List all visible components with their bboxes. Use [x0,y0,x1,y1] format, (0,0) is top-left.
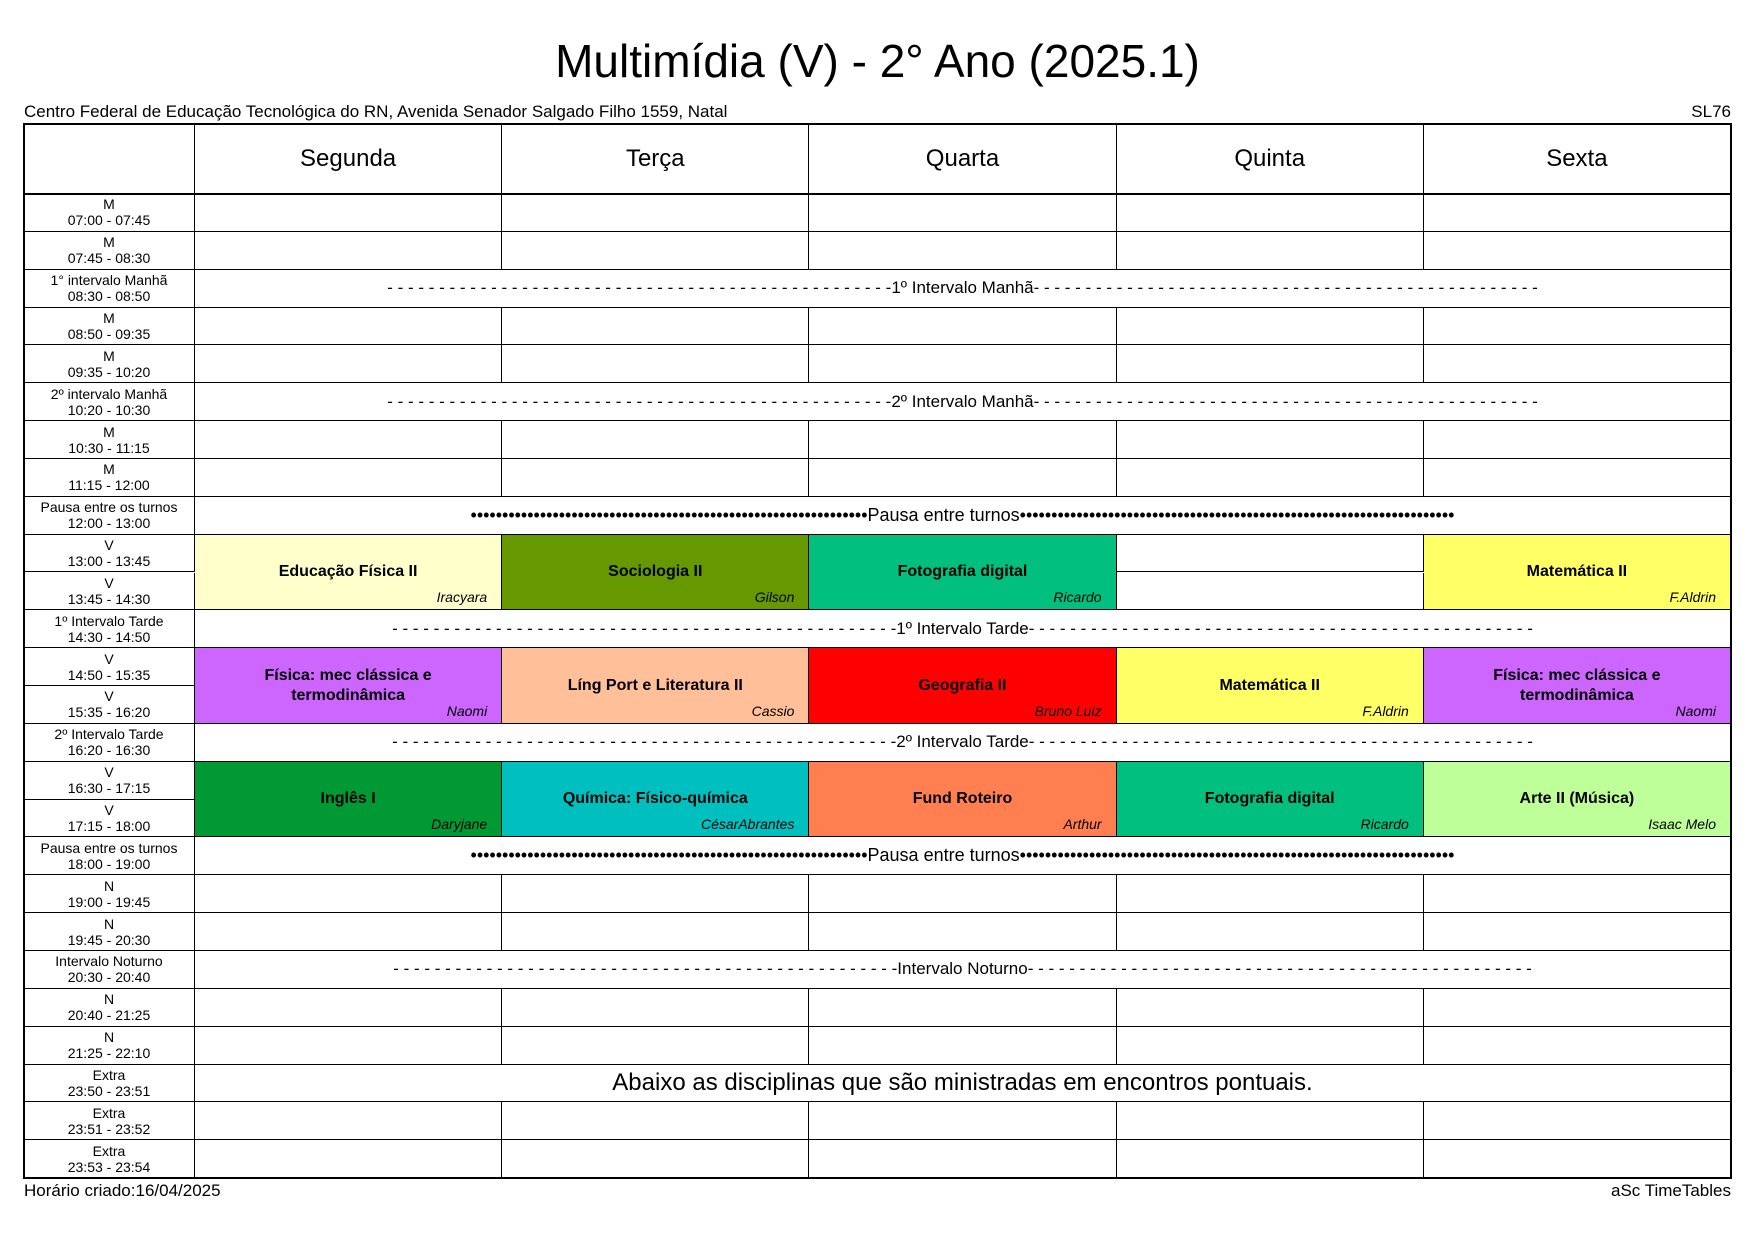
empty-slot[interactable] [195,989,502,1027]
empty-slot[interactable] [502,194,809,232]
empty-slot[interactable] [195,308,502,346]
time-slot [24,1140,195,1178]
empty-slot[interactable] [1117,989,1424,1027]
time-slot [24,1102,195,1140]
slot-label: Pausa entre os turnos [40,839,178,856]
empty-slot[interactable] [195,913,502,951]
slot-label: Extra [92,1142,126,1159]
empty-slot[interactable] [1424,345,1731,383]
slot-label: V [104,688,114,705]
day-header: Segunda [195,124,502,194]
empty-slot[interactable] [195,421,502,459]
slot-label: Extra [92,1104,126,1121]
lesson-teacher: Daryjane [431,816,488,833]
lesson-card[interactable] [1117,648,1424,724]
break-label: Pausa entre turnos [867,504,1020,525]
slot-label: 2º intervalo Manhã [50,385,168,402]
slot-label: V [104,650,114,667]
slot-time: 15:35 - 16:20 [67,704,151,721]
empty-slot[interactable] [809,913,1116,951]
lesson-teacher: Arthur [1063,816,1102,833]
day-header: Quarta [809,124,1116,194]
empty-slot[interactable] [1117,573,1424,611]
empty-slot[interactable] [809,989,1116,1027]
slot-time: 13:00 - 13:45 [67,553,151,570]
time-slot [24,194,195,232]
empty-slot[interactable] [502,913,809,951]
empty-slot[interactable] [1424,913,1731,951]
slot-label: N [103,877,115,894]
time-slot [24,686,195,724]
empty-slot[interactable] [1424,232,1731,270]
lesson-teacher: F.Aldrin [1669,589,1716,606]
empty-slot[interactable] [809,1140,1116,1178]
time-slot [24,724,195,762]
slot-label: M [103,196,115,213]
slot-label: M [103,347,115,364]
empty-slot[interactable] [809,194,1116,232]
lesson-subject: Educação Física II [278,562,418,580]
empty-slot[interactable] [1117,875,1424,913]
slot-time: 23:53 - 23:54 [67,1158,151,1175]
lesson-card[interactable] [1424,535,1731,611]
lesson-card[interactable] [502,648,809,724]
time-slot [24,535,195,573]
lesson-teacher: Naomi [446,702,488,719]
empty-slot[interactable] [195,1140,502,1178]
break-band: - - - - - - - - - - - - - - - - - - - - - - - - - - - - - - - - - - - - - - - - - - - - - - - - - 1º Intervalo Tarde - - - - - - - - - - - - - - - - - - - - - - - - - - - - - - - - - - - - - - - - - - - - - - - - - [195,610,1731,648]
empty-slot[interactable] [809,875,1116,913]
break-label: 1º Intervalo Manhã [891,278,1034,298]
slot-time: 08:30 - 08:50 [67,288,151,305]
time-slot [24,270,195,308]
empty-slot[interactable] [1424,1027,1731,1065]
empty-slot[interactable] [195,1102,502,1140]
slot-time: 17:15 - 18:00 [67,818,151,835]
time-slot [24,1027,195,1065]
slot-label: 1° intervalo Manhã [50,272,168,289]
empty-slot[interactable] [195,194,502,232]
lesson-teacher: Bruno Luiz [1034,702,1102,719]
slot-time: 18:00 - 19:00 [67,855,151,872]
slot-label: M [103,461,115,478]
break-label: Pausa entre turnos [867,845,1020,866]
empty-slot[interactable] [1117,1140,1424,1178]
time-slot [24,648,195,686]
time-slot [24,951,195,989]
time-slot [24,459,195,497]
slot-label: N [103,915,115,932]
room-code: SL76 [1691,102,1731,121]
break-band [195,1065,1731,1103]
empty-slot[interactable] [1424,421,1731,459]
slot-time: 14:30 - 14:50 [67,628,151,645]
lesson-subject: Arte II (Música) [1519,790,1635,808]
slot-label: N [103,1029,115,1046]
institution-address: Centro Federal de Educação Tecnológica do RN, Avenida Senador Salgado Filho 1559, Natal [24,102,728,121]
empty-slot[interactable] [1424,194,1731,232]
lesson-card[interactable] [195,648,502,724]
lesson-subject: Matemática II [1219,676,1320,694]
time-slot [24,497,195,535]
lesson-subject: Física: mec clássica e termodinâmica [1493,666,1661,704]
time-slot [24,610,195,648]
lesson-subject: Fotografia digital [897,562,1028,580]
slot-time: 07:45 - 08:30 [67,250,151,267]
slot-label: Pausa entre os turnos [40,499,178,516]
lesson-subject: Fotografia digital [1204,790,1335,808]
empty-slot[interactable] [1117,345,1424,383]
slot-time: 16:20 - 16:30 [67,742,151,759]
empty-slot[interactable] [1117,194,1424,232]
time-slot [24,573,195,611]
lesson-subject: Matemática II [1526,562,1628,580]
empty-slot[interactable] [1117,308,1424,346]
slot-time: 21:25 - 22:10 [67,1045,151,1062]
break-band: - - - - - - - - - - - - - - - - - - - - - - - - - - - - - - - - - - - - - - - - - - - - - - - - - Intervalo Noturno - - - - - - - - - - - - - - - - - - - - - - - - - - - - - - - - - - - - - - - - - - - - - - - - - [195,951,1731,989]
lesson-teacher: Gilson [754,589,795,606]
slot-time: 19:45 - 20:30 [67,931,151,948]
empty-slot[interactable] [502,1140,809,1178]
empty-slot[interactable] [809,459,1116,497]
corner-cell [24,124,195,194]
empty-slot[interactable] [1117,421,1424,459]
break-label: 1º Intervalo Tarde [896,618,1029,638]
lesson-subject: Química: Físico-química [562,790,748,808]
time-slot [24,383,195,421]
software-credit: aSc TimeTables [1611,1181,1731,1200]
page-title: Multimídia (V) - 2° Ano (2025.1) [555,35,1200,87]
slot-time: 20:40 - 21:25 [67,1007,151,1024]
lesson-subject: Inglês I [320,790,376,808]
slot-label: N [103,991,115,1008]
created-date: Horário criado:16/04/2025 [24,1181,221,1200]
lesson-teacher: Naomi [1675,702,1716,719]
slot-label: V [104,574,114,591]
lesson-teacher: CésarAbrantes [700,816,795,833]
slot-time: 09:35 - 10:20 [67,363,151,380]
slot-label: 1º Intervalo Tarde [54,612,164,629]
slot-time: 08:50 - 09:35 [67,325,151,342]
time-slot [24,762,195,800]
header-separator [24,193,1731,195]
break-band: - - - - - - - - - - - - - - - - - - - - - - - - - - - - - - - - - - - - - - - - - - - - - - - - - 2º Intervalo Manhã - - - - - - - - - - - - - - - - - - - - - - - - - - - - - - - - - - - - - - - - - - - - - - - - - [195,383,1731,421]
empty-slot[interactable] [809,421,1116,459]
empty-slot[interactable] [502,459,809,497]
empty-slot[interactable] [1424,1102,1731,1140]
time-slot [24,837,195,875]
lesson-subject: Sociologia II [608,562,703,580]
time-slot [24,308,195,346]
lesson-subject: Líng Port e Literatura II [567,676,743,694]
lesson-teacher: Cassio [751,702,795,719]
break-label: Intervalo Noturno [897,959,1028,979]
empty-slot[interactable] [1117,232,1424,270]
slot-label: M [103,309,115,326]
slot-label: M [103,234,115,251]
time-slot [24,913,195,951]
slot-label: M [103,423,115,440]
empty-slot[interactable] [1424,308,1731,346]
lesson-subject: Geografia II [918,676,1007,694]
slot-label: Extra [92,1066,126,1083]
break-band: - - - - - - - - - - - - - - - - - - - - - - - - - - - - - - - - - - - - - - - - - - - - - - - - - 1º Intervalo Manhã - - - - - - - - - - - - - - - - - - - - - - - - - - - - - - - - - - - - - - - - - - - - - - - - - [195,270,1731,308]
empty-slot[interactable] [809,308,1116,346]
break-label: 2º Intervalo Tarde [896,732,1029,752]
empty-slot[interactable] [1117,1102,1424,1140]
empty-slot[interactable] [195,1027,502,1065]
break-band: ••••••••••••••••••••••••••••••••••••••••••••••••••••••••••••••• Pausa entre turnos ••••••••••••••••••••••••••••••••••••••••••••••••••••••••••••••••••••• [195,837,1731,875]
time-slot [24,800,195,838]
break-label: Abaixo as disciplinas que são ministradas em encontros pontuais. [612,1068,1313,1096]
empty-slot[interactable] [809,232,1116,270]
day-header: Quinta [1117,124,1424,194]
empty-slot[interactable] [502,232,809,270]
empty-slot[interactable] [195,232,502,270]
empty-slot[interactable] [195,875,502,913]
slot-label: V [104,537,114,554]
lesson-card[interactable] [502,535,809,611]
slot-time: 14:50 - 15:35 [67,666,151,683]
lesson-card[interactable] [809,648,1116,724]
slot-label: V [104,802,114,819]
empty-slot[interactable] [502,989,809,1027]
break-band: - - - - - - - - - - - - - - - - - - - - - - - - - - - - - - - - - - - - - - - - - - - - - - - - - 2º Intervalo Tarde - - - - - - - - - - - - - - - - - - - - - - - - - - - - - - - - - - - - - - - - - - - - - - - - - [195,724,1731,762]
slot-label: 2º Intervalo Tarde [54,726,164,743]
empty-slot[interactable] [809,345,1116,383]
day-header: Sexta [1424,124,1731,194]
empty-slot[interactable] [1424,1140,1731,1178]
lesson-subject: Fund Roteiro [912,790,1013,808]
empty-slot[interactable] [809,1027,1116,1065]
lesson-teacher: Isaac Melo [1648,816,1716,833]
lesson-card[interactable] [1424,648,1731,724]
slot-time: 23:50 - 23:51 [67,1082,151,1099]
slot-time: 10:30 - 11:15 [68,439,150,456]
empty-slot[interactable] [1117,459,1424,497]
empty-slot[interactable] [502,875,809,913]
lesson-teacher: Ricardo [1360,816,1409,833]
slot-time: 07:00 - 07:45 [67,212,151,229]
lesson-card[interactable] [1424,762,1731,838]
time-slot [24,989,195,1027]
time-slot [24,421,195,459]
empty-slot[interactable] [195,345,502,383]
time-slot [24,232,195,270]
slot-time: 12:00 - 13:00 [67,515,151,532]
lesson-teacher: F.Aldrin [1362,702,1409,719]
lesson-card[interactable] [1117,762,1424,838]
lesson-card[interactable] [809,762,1116,838]
empty-slot[interactable] [809,1102,1116,1140]
lesson-card[interactable] [195,762,502,838]
time-slot [24,345,195,383]
slot-time: 13:45 - 14:30 [67,590,151,607]
empty-slot[interactable] [195,459,502,497]
empty-slot[interactable] [1117,535,1424,573]
lesson-card[interactable] [502,762,809,838]
lesson-subject: Física: mec clássica e termodinâmica [264,666,432,704]
lesson-teacher: Ricardo [1053,589,1102,606]
empty-slot[interactable] [1424,989,1731,1027]
time-slot [24,1065,195,1103]
lesson-card[interactable] [195,535,502,611]
empty-slot[interactable] [1117,913,1424,951]
slot-time: 16:30 - 17:15 [67,780,151,797]
break-band: ••••••••••••••••••••••••••••••••••••••••••••••••••••••••••••••• Pausa entre turnos ••••••••••••••••••••••••••••••••••••••••••••••••••••••••••••••••••••• [195,497,1731,535]
slot-label: Intervalo Noturno [55,953,163,970]
empty-slot[interactable] [1117,1027,1424,1065]
empty-slot[interactable] [1424,875,1731,913]
slot-time: 10:20 - 10:30 [67,401,151,418]
slot-time: 20:30 - 20:40 [67,969,151,986]
empty-slot[interactable] [502,1027,809,1065]
lesson-card[interactable] [809,535,1116,611]
lesson-teacher: Iracyara [436,589,488,606]
slot-label: V [104,764,114,781]
time-slot [24,875,195,913]
slot-time: 11:15 - 12:00 [68,477,150,494]
slot-time: 23:51 - 23:52 [67,1120,151,1137]
empty-slot[interactable] [502,345,809,383]
day-header: Terça [502,124,809,194]
empty-slot[interactable] [1424,459,1731,497]
empty-slot[interactable] [502,1102,809,1140]
slot-time: 19:00 - 19:45 [67,893,151,910]
break-label: 2º Intervalo Manhã [891,391,1034,411]
empty-slot[interactable] [502,421,809,459]
empty-slot[interactable] [502,308,809,346]
